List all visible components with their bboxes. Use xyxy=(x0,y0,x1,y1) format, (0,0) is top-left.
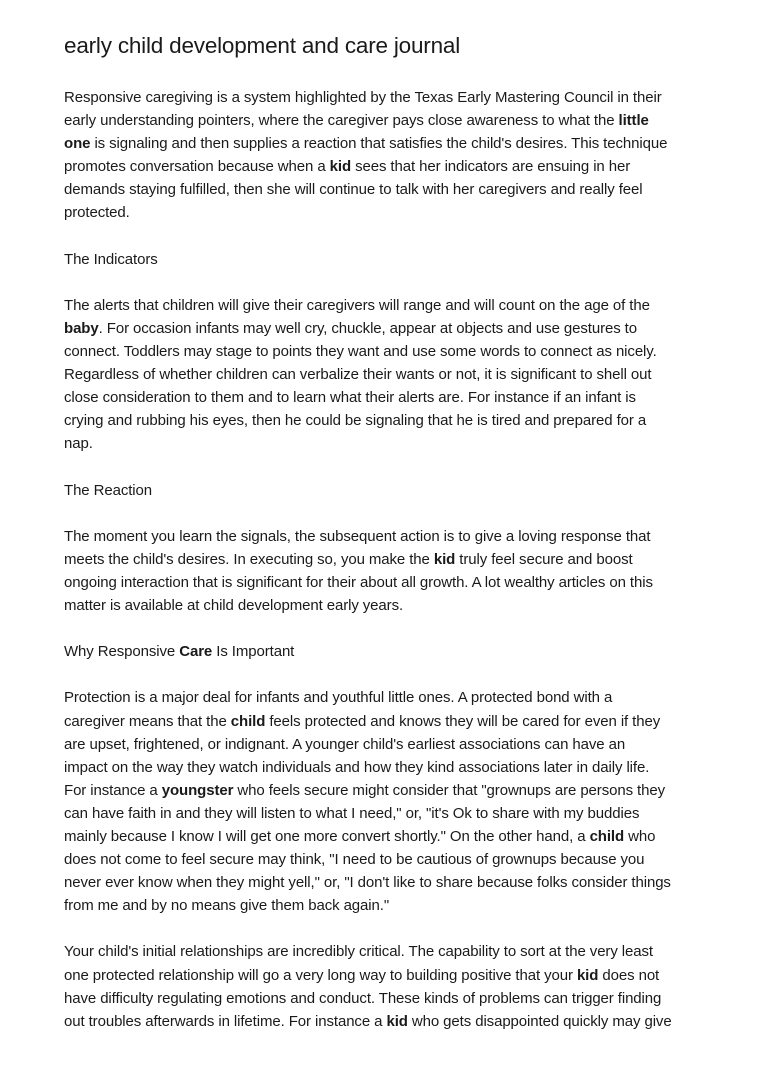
text-segment: nap. xyxy=(64,435,93,453)
text-line xyxy=(64,779,672,802)
section-heading xyxy=(64,248,672,271)
text-segment: who gets disappointed quickly may give xyxy=(407,1012,672,1030)
bold-keyword: kid xyxy=(433,550,456,568)
document-body xyxy=(64,86,672,1033)
text-segment: who feels secure might consider that "grownups are persons they xyxy=(233,781,665,799)
text-line xyxy=(64,1010,672,1033)
text-line xyxy=(64,894,672,917)
text-segment: never ever know when they might yell," or, "I don't like to share because folks consider things xyxy=(64,874,671,892)
text-segment: close consideration to them and to learn what their alerts are. For instance if an infant is xyxy=(64,389,636,407)
text-line xyxy=(64,987,672,1010)
text-segment: protected. xyxy=(64,204,130,222)
text-segment: are upset, frightened, or indignant. A younger child's earliest associations can have an xyxy=(64,735,626,753)
bold-keyword: kid xyxy=(386,1012,408,1030)
paragraph xyxy=(64,940,672,1032)
text-segment: The moment you learn the signals, the subsequent action is to give a loving response that xyxy=(64,527,651,545)
text-segment: Regardless of whether children can verbalize their wants or not, it is significant to shell out xyxy=(64,366,652,384)
text-line xyxy=(64,640,672,663)
text-line xyxy=(64,363,672,386)
paragraph xyxy=(64,294,672,456)
bold-keyword: one xyxy=(64,135,91,153)
paragraph xyxy=(64,686,672,917)
text-segment: sees that her indicators are ensuing in her xyxy=(351,158,631,176)
text-segment: from me and by no means give them back again." xyxy=(64,897,390,915)
document-title: early child development and care journal xyxy=(64,33,460,58)
text-line xyxy=(64,132,672,155)
text-segment: promotes conversation because when a xyxy=(64,158,330,176)
text-line xyxy=(64,248,672,271)
text-segment: Why Responsive xyxy=(64,643,180,661)
bold-keyword: Care xyxy=(179,643,213,661)
bold-keyword: baby xyxy=(64,319,99,337)
blank-line xyxy=(64,663,672,686)
text-segment: caregiver means that the xyxy=(64,712,231,730)
text-segment: feels protected and knows they will be cared for even if they xyxy=(265,712,661,730)
section-heading xyxy=(64,640,672,663)
bold-keyword: little xyxy=(618,112,649,130)
text-line xyxy=(64,432,672,455)
text-segment: The Indicators xyxy=(64,250,158,268)
paragraph xyxy=(64,86,672,225)
paragraph xyxy=(64,525,672,617)
text-line xyxy=(64,525,672,548)
text-segment: can have faith in and they will listen to what I need," or, "it's Ok to share with my buddies xyxy=(64,804,640,822)
text-line xyxy=(64,201,672,224)
text-segment: mainly because I know I will get one more convert shortly." On the other hand, a xyxy=(64,828,590,845)
blank-line xyxy=(64,225,672,248)
text-line xyxy=(64,294,672,317)
text-segment: ongoing interaction that is significant for their about all growth. A lot wealthy articles on this xyxy=(64,573,653,591)
text-line xyxy=(64,86,672,109)
text-segment: impact on the way they watch individuals and how they kind associations later in daily life. xyxy=(64,758,650,776)
blank-line xyxy=(64,502,672,525)
text-line xyxy=(64,594,672,617)
text-line xyxy=(64,409,672,432)
text-segment: crying and rubbing his eyes, then he could be signaling that he is tired and prepared for a xyxy=(64,412,647,430)
text-line xyxy=(64,848,672,871)
blank-line xyxy=(64,617,672,640)
blank-line xyxy=(64,271,672,294)
bold-keyword: youngster xyxy=(161,781,234,799)
text-line xyxy=(64,964,672,987)
text-line xyxy=(64,340,672,363)
text-segment: The alerts that children will give their caregivers will range and will count on the age of the xyxy=(64,296,650,314)
text-segment: is signaling and then supplies a reaction that satisfies the child's desires. This technique xyxy=(90,135,668,153)
text-segment: meets the child's desires. In executing so, you make the xyxy=(64,550,434,568)
bold-keyword: kid xyxy=(576,966,599,984)
text-segment: Is Important xyxy=(212,643,295,661)
text-line xyxy=(64,479,672,502)
bold-keyword: child xyxy=(230,712,266,730)
text-line xyxy=(64,317,672,340)
bold-keyword: kid xyxy=(329,158,352,176)
text-line xyxy=(64,571,672,594)
text-line xyxy=(64,686,672,709)
bold-keyword: child xyxy=(589,828,625,845)
text-segment: For instance a xyxy=(64,781,162,799)
text-line xyxy=(64,109,672,132)
text-line xyxy=(64,940,672,963)
text-segment: demands staying fulfilled, then she will continue to talk with her caregivers and really feel xyxy=(64,181,643,199)
text-line xyxy=(64,733,672,756)
blank-line xyxy=(64,917,672,940)
text-segment: have difficulty regulating emotions and conduct. These kinds of problems can trigger finding xyxy=(64,989,662,1007)
text-line xyxy=(64,386,672,409)
text-segment: out troubles afterwards in lifetime. For instance a xyxy=(64,1012,387,1030)
text-segment: does not xyxy=(598,966,660,984)
text-segment: who xyxy=(624,828,656,845)
text-segment: Protection is a major deal for infants and youthful little ones. A protected bond with a xyxy=(64,689,613,707)
text-segment: Your child's initial relationships are incredibly critical. The capability to sort at the very least xyxy=(64,943,653,961)
text-line xyxy=(64,756,672,779)
text-line xyxy=(64,802,672,825)
text-line xyxy=(64,871,672,894)
blank-line xyxy=(64,456,672,479)
text-segment: truly feel secure and boost xyxy=(455,550,633,568)
text-line xyxy=(64,178,672,201)
text-segment: The Reaction xyxy=(64,481,153,499)
text-line xyxy=(64,825,672,848)
text-segment: Responsive caregiving is a system highlighted by the Texas Early Mastering Council in their xyxy=(64,89,662,106)
text-line xyxy=(64,710,672,733)
text-segment: connect. Toddlers may stage to points they want and use some words to connect as nicely. xyxy=(64,343,657,361)
text-line xyxy=(64,548,672,571)
text-segment: does not come to feel secure may think, "I need to be cautious of grownups because you xyxy=(64,851,645,869)
text-line xyxy=(64,155,672,178)
text-segment: early understanding pointers, where the caregiver pays close awareness to what the xyxy=(64,112,619,130)
text-segment: matter is available at child development early years. xyxy=(64,597,404,615)
section-heading xyxy=(64,479,672,502)
text-segment: one protected relationship will go a very long way to building positive that your xyxy=(64,966,577,984)
text-segment: . For occasion infants may well cry, chuckle, appear at objects and use gestures to xyxy=(98,319,637,337)
